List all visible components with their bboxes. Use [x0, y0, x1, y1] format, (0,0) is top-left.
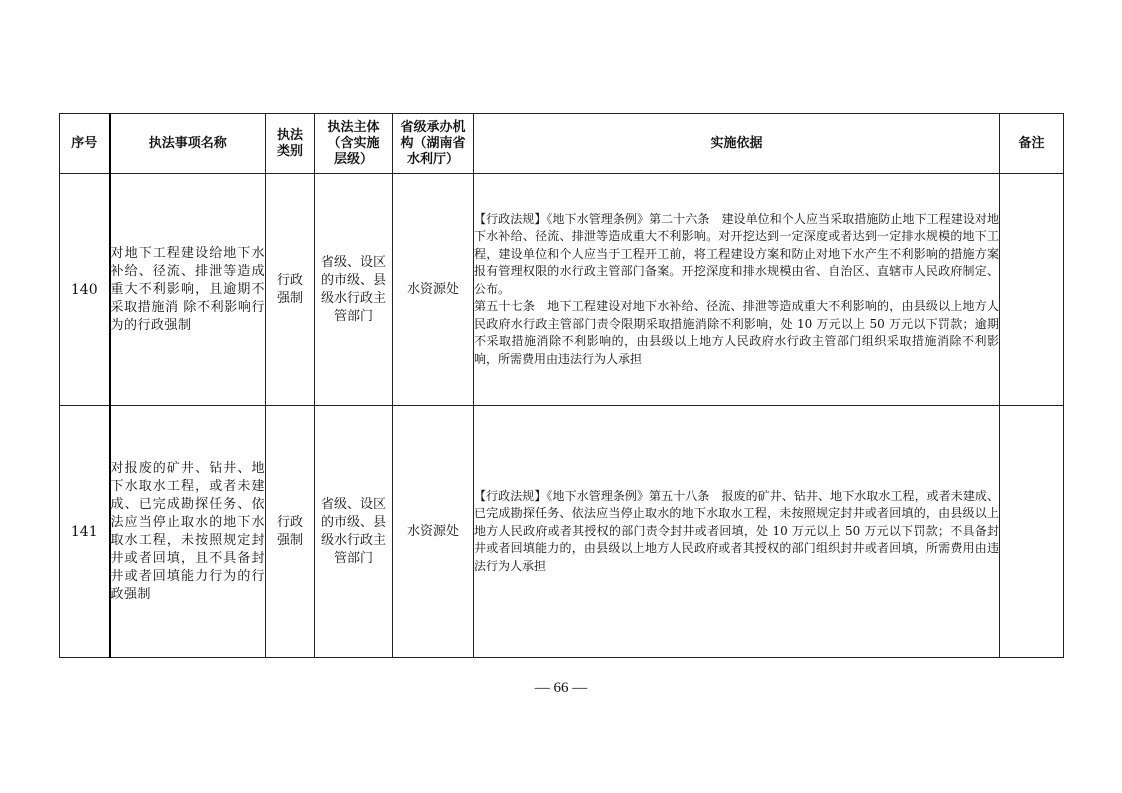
row-org: 水资源处: [393, 174, 474, 406]
row-category: 行政强制: [266, 174, 315, 406]
row-serial-number: 141: [60, 406, 110, 658]
table-header-row: [60, 114, 1064, 174]
row-category: 行政强制: [266, 406, 315, 658]
row-basis-paragraph: 第五十七条 地下工程建设对地下水补给、径流、排泄等造成重大不利影响的，由县级以上地方人民政府水行政主管部门责令限期采取措施消除不利影响，处 10 万元以上 50 万元以下罚款；逾期不采取措施消除不利影响的，由县级以上地方人民政府水行政主管部门组织采取措施消除不利影响，所需费用由违法行为人承担: [474, 299, 999, 366]
row-item-name: 对地下工程建设给地下水补给、径流、排泄等造成重大不利影响，且逾期不采取措施消 除不利影响行为的行政强制: [110, 174, 266, 406]
row-org: 水资源处: [393, 406, 474, 658]
row-note: [1000, 174, 1064, 406]
row-basis-paragraph: 【行政法规】《地下水管理条例》第二十六条 建设单位和个人应当采取措施防止地下工程建设对地下水补给、径流、排泄等造成重大不利影响。对开挖达到一定深度或者达到一定排水规模的地下工程，建设单位和个人应当于工程开工前，将工程建设方案和防止对地下水产生不利影响的措施方案报有管理权限的水行政主管部门备案。开挖深度和排水规模由省、自治区、直辖市人民政府制定、公布。: [474, 211, 999, 296]
table-row: [60, 174, 1064, 406]
row-basis: [474, 406, 1000, 658]
header-org: 省级承办机构（湖南省水利厅）: [393, 114, 474, 174]
row-item-name: 对报废的矿井、钻井、地下水取水工程，或者未建成、已完成勘探任务、依法应当停止取水的地下水取水工程，未按照规定封 井或者回填，且不具备封井或者回填能力行为的行政强制: [110, 406, 266, 658]
header-subject: 执法主体（含实施层级）: [315, 114, 393, 174]
header-serial-number: 序号: [60, 114, 110, 174]
page-number: — 66 —: [534, 680, 588, 696]
header-category: 执法类别: [266, 114, 315, 174]
row-subject: 省级、设区的市级、县级水行政主管部门: [315, 406, 393, 658]
header-note: 备注: [1000, 114, 1064, 174]
row-serial-number: 140: [60, 174, 110, 406]
row-note: [1000, 406, 1064, 658]
header-item-name: 执法事项名称: [110, 114, 266, 174]
row-subject: 省级、设区的市级、县级水行政主管部门: [315, 174, 393, 406]
table-row: [60, 406, 1064, 658]
header-basis: 实施依据: [474, 114, 1000, 174]
row-basis-paragraph: 【行政法规】《地下水管理条例》第五十八条 报废的矿井、钻井、地下水取水工程，或者未建成、已完成勘探任务、依法应当停止取水的地下水取水工程，未按照规定封井或者回填的，由县级以上地方人民政府或者其授权的部门责令封井或者回填，处 10 万元以上 50 万元以下罚款；不具备封井或者回填能力的，由县级以上地方人民政府或者其授权的部门组织封井或者回填，所需费用由违法行为人承担: [474, 488, 999, 573]
enforcement-items-table: [59, 113, 1064, 658]
row-basis: [474, 174, 1000, 406]
